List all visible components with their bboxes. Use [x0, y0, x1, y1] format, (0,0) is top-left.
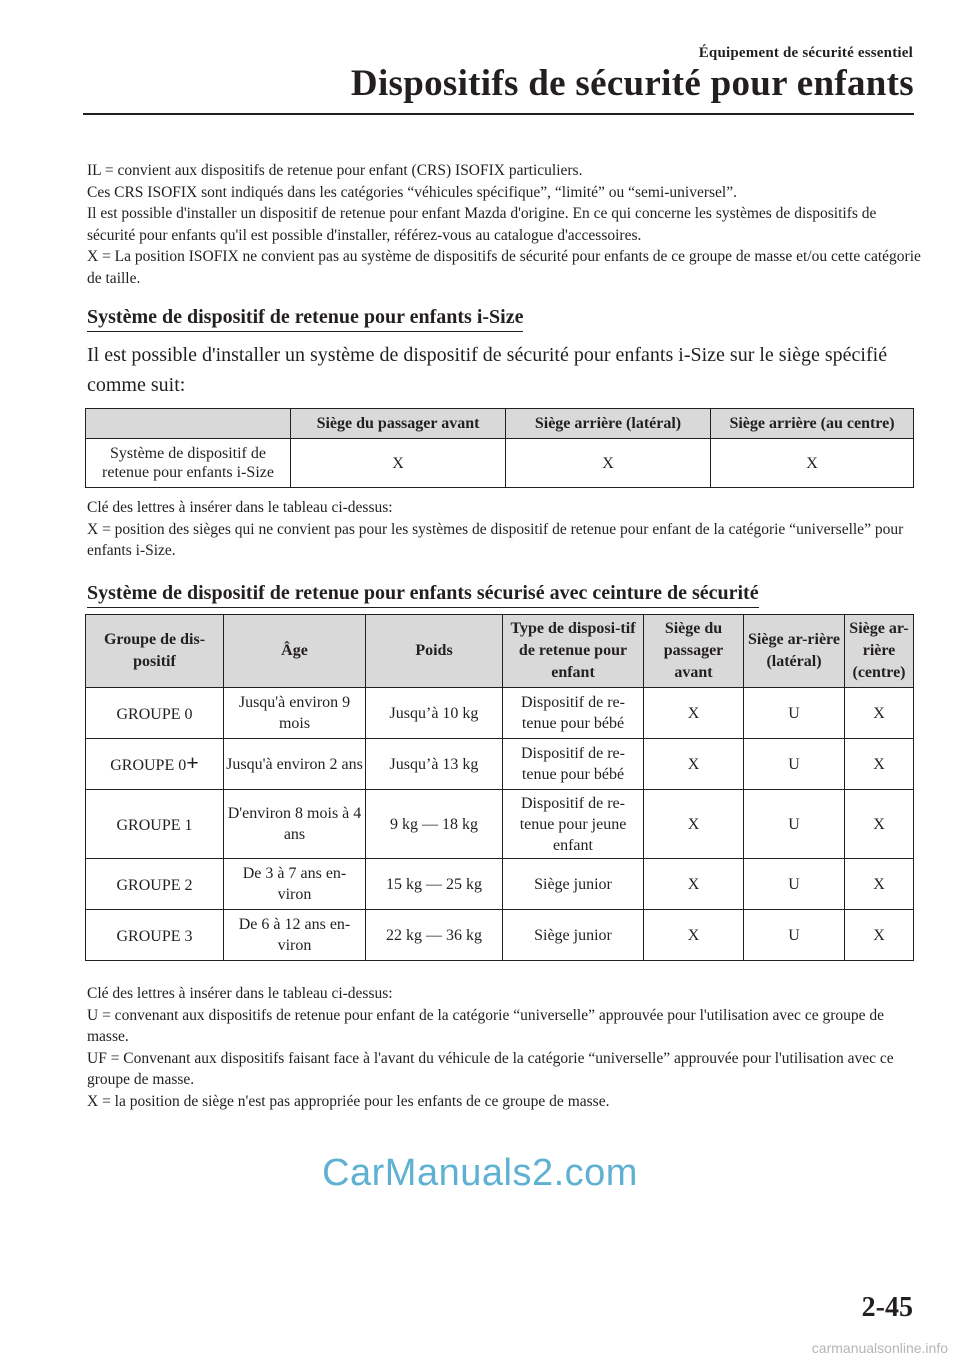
table-row — [86, 910, 914, 961]
rear-center-cell: X — [845, 688, 914, 739]
front-seat-cell: X — [644, 859, 744, 910]
group-cell — [86, 739, 224, 790]
table-header-cell: Type de disposi-tif de retenue pour enfant — [503, 615, 644, 688]
isize-heading: Système de dispositif de retenue pour enfants i-Size — [87, 304, 523, 332]
group-cell — [86, 910, 224, 961]
table-header-cell: Siège ar-rière (centre) — [845, 615, 914, 688]
note-line: Clé des lettres à insérer dans le tableau ci-dessus: — [87, 499, 393, 516]
weight-cell: 9 kg — 18 kg — [366, 790, 503, 859]
plus-icon: + — [186, 750, 199, 775]
belt-table — [85, 614, 914, 961]
table-header-cell: Siège arrière (au centre) — [711, 409, 914, 439]
group-cell — [86, 790, 224, 859]
note-line: Clé des lettres à insérer dans le tableau ci-dessus: — [87, 985, 393, 1002]
note-line: U = convenant aux dispositifs de retenue pour enfant de la catégorie “universelle” approuvée pour l'utilisation avec ce groupe de masse. — [87, 1006, 884, 1046]
group-label: GROUPE 0 — [110, 757, 187, 774]
weight-cell: 15 kg — 25 kg — [366, 859, 503, 910]
group-label: GROUPE 2 — [116, 877, 193, 894]
isize-notes — [87, 497, 927, 562]
rear-side-cell: U — [744, 910, 845, 961]
intro-paragraph: Il est possible d'installer un dispositif de retenue pour enfant Mazda d'origine. En ce qui concerne les systèmes de dispositifs de sécurité pour enfants qu'il est possible d'installer, référez-vous au catalogue d'accessoires. — [87, 205, 877, 244]
table-header-row — [86, 409, 914, 439]
table-header-cell: Siège du passager avant — [644, 615, 744, 688]
belt-heading: Système de dispositif de retenue pour enfants sécurisé avec ceinture de sécurité — [87, 580, 759, 608]
table-header-cell: Siège arrière (latéral) — [506, 409, 711, 439]
group-label: GROUPE 1 — [116, 817, 193, 834]
row-label: Système de dispositif de retenue pour enfants i-Size — [86, 439, 291, 488]
table-cell: X — [291, 439, 506, 488]
age-cell: D'environ 8 mois à 4 ans — [224, 790, 366, 859]
intro-paragraph: X = La position ISOFIX ne convient pas au système de dispositifs de sécurité pour enfants de ce groupe de masse et/ou cette catégorie de taille. — [87, 248, 921, 287]
table-header-cell: Poids — [366, 615, 503, 688]
table-row — [86, 688, 914, 739]
rear-side-cell: U — [744, 859, 845, 910]
table-cell: X — [506, 439, 711, 488]
table-header-row — [86, 615, 914, 688]
watermark-link[interactable]: CarManuals2.com — [322, 1152, 638, 1194]
age-cell: Jusqu'à environ 2 ans — [224, 739, 366, 790]
rear-side-cell: U — [744, 688, 845, 739]
table-header-cell: Siège ar-rière (latéral) — [744, 615, 845, 688]
age-cell: De 6 à 12 ans en-viron — [224, 910, 366, 961]
type-cell: Siège junior — [503, 910, 644, 961]
front-seat-cell: X — [644, 739, 744, 790]
front-seat-cell: X — [644, 688, 744, 739]
page-number: 2-45 — [861, 1292, 913, 1323]
table-header-cell — [86, 409, 291, 439]
group-cell — [86, 688, 224, 739]
footer-watermark: carmanualsonline.info — [811, 1340, 948, 1356]
group-label: GROUPE 3 — [116, 928, 193, 945]
type-cell: Siège junior — [503, 859, 644, 910]
group-cell — [86, 859, 224, 910]
intro-paragraph: Ces CRS ISOFIX sont indiqués dans les catégories “véhicules spécifique”, “limité” ou “semi-universel”. — [87, 183, 737, 201]
table-row — [86, 439, 914, 488]
note-line: X = position des sièges qui ne convient pas pour les systèmes de dispositif de retenue pour enfant de la catégorie “universelle” pour enfants i-Size. — [87, 520, 904, 560]
type-cell: Dispositif de re-tenue pour bébé — [503, 688, 644, 739]
note-line: UF = Convenant aux dispositifs faisant face à l'avant du véhicule de la catégorie “universelle” approuvée pour l'utilisation avec ce groupe de masse. — [87, 1049, 894, 1089]
table-row — [86, 859, 914, 910]
table-header-cell: Âge — [224, 615, 366, 688]
table-row — [86, 739, 914, 790]
front-seat-cell: X — [644, 910, 744, 961]
weight-cell: 22 kg — 36 kg — [366, 910, 503, 961]
rear-center-cell: X — [845, 859, 914, 910]
rear-center-cell: X — [845, 910, 914, 961]
table-header-cell: Groupe de dis-positif — [86, 615, 224, 688]
rear-center-cell: X — [845, 790, 914, 859]
age-cell: Jusqu'à environ 9 mois — [224, 688, 366, 739]
note-line: X = la position de siège n'est pas appropriée pour les enfants de ce groupe de masse. — [87, 1092, 610, 1110]
isize-lead: Il est possible d'installer un système de dispositif de sécurité pour enfants i-Size sur le siège spécifié comme suit: — [87, 344, 888, 396]
intro-text — [87, 160, 927, 290]
table-row — [86, 790, 914, 859]
front-seat-cell: X — [644, 790, 744, 859]
weight-cell: Jusqu’à 13 kg — [366, 739, 503, 790]
section-label: Équipement de sécurité essentiel — [698, 45, 913, 61]
page-title: Dispositifs de sécurité pour enfants — [350, 63, 914, 104]
belt-notes — [87, 983, 927, 1113]
weight-cell: Jusqu’à 10 kg — [366, 688, 503, 739]
table-header-cell: Siège du passager avant — [291, 409, 506, 439]
header-divider — [83, 113, 914, 115]
rear-side-cell: U — [744, 739, 845, 790]
type-cell: Dispositif de re-tenue pour jeune enfant — [503, 790, 644, 859]
rear-center-cell: X — [845, 739, 914, 790]
rear-side-cell: U — [744, 790, 845, 859]
isize-table — [85, 408, 914, 488]
type-cell: Dispositif de re-tenue pour bébé — [503, 739, 644, 790]
group-label: GROUPE 0 — [116, 706, 193, 723]
age-cell: De 3 à 7 ans en-viron — [224, 859, 366, 910]
table-cell: X — [711, 439, 914, 488]
intro-paragraph: IL = convient aux dispositifs de retenue pour enfant (CRS) ISOFIX particuliers. — [87, 162, 583, 179]
